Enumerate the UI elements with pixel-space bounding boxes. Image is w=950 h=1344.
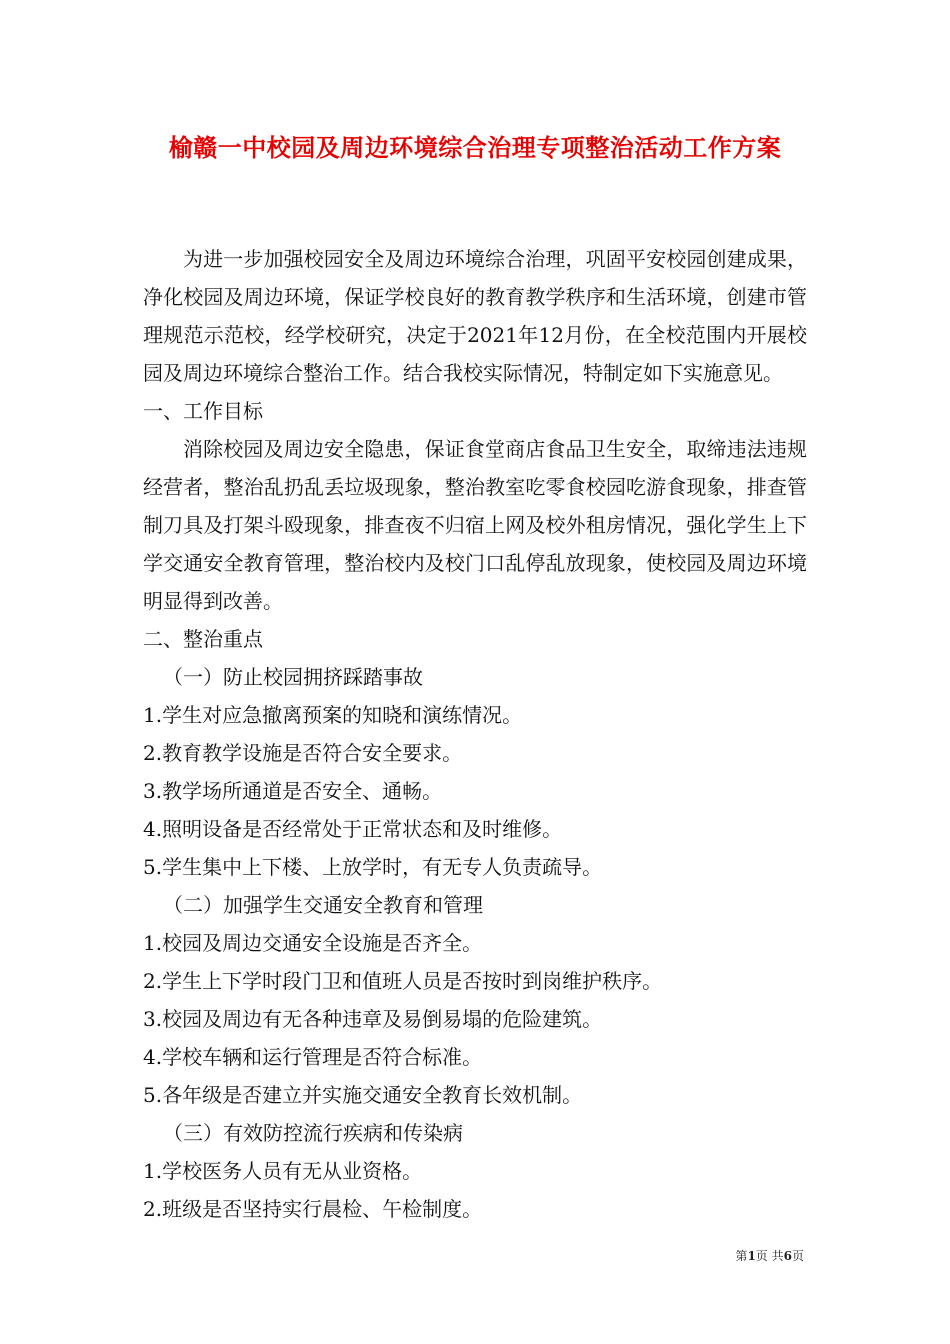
footer-page-number: 1 — [747, 1249, 756, 1263]
footer-prefix: 第 — [735, 1249, 748, 1263]
list-item: 1.学生对应急撤离预案的知晓和演练情况。 — [143, 703, 523, 727]
list-item: 5.学生集中上下楼、上放学时，有无专人负责疏导。 — [143, 855, 603, 879]
page-number-footer — [735, 1247, 804, 1265]
document-title: 榆赣一中校园及周边环境综合治理专项整治活动工作方案 — [168, 133, 782, 162]
list-item: 2.班级是否坚持实行晨检、午检制度。 — [143, 1197, 483, 1221]
document-body — [143, 240, 807, 1228]
subsection-heading-traffic: （二）加强学生交通安全教育和管理 — [163, 893, 483, 917]
section-heading-focus: 二、整治重点 — [143, 627, 263, 651]
footer-total-pages: 6 — [783, 1249, 792, 1263]
list-item: 2.教育教学设施是否符合安全要求。 — [143, 741, 463, 765]
list-item: 4.照明设备是否经常处于正常状态和及时维修。 — [143, 817, 563, 841]
goals-paragraph: 消除校园及周边安全隐患，保证食堂商店食品卫生安全，取缔违法违规经营者，整治乱扔乱丢垃圾现象，整治教室吃零食校园吃游食现象，排查管制刀具及打架斗殴现象，排查夜不归宿上网及校外租房情况，强化学生上下学交通安全教育管理，整治校内及校门口乱停乱放现象，使校园及周边环境明显得到改善。 — [143, 437, 807, 613]
footer-suffix: 页 — [791, 1249, 804, 1263]
subsection-heading-stampede: （一）防止校园拥挤踩踏事故 — [163, 665, 423, 689]
subsection-heading-disease: （三）有效防控流行疾病和传染病 — [163, 1121, 463, 1145]
list-item: 5.各年级是否建立并实施交通安全教育长效机制。 — [143, 1083, 583, 1107]
list-item: 1.校园及周边交通安全设施是否齐全。 — [143, 931, 483, 955]
list-item: 4.学校车辆和运行管理是否符合标准。 — [143, 1045, 483, 1069]
section-heading-goals: 一、工作目标 — [143, 399, 263, 423]
list-item: 3.教学场所通道是否安全、通畅。 — [143, 779, 443, 803]
list-item: 3.校园及周边有无各种违章及易倒易塌的危险建筑。 — [143, 1007, 603, 1031]
list-item: 2.学生上下学时段门卫和值班人员是否按时到岗维护秩序。 — [143, 969, 663, 993]
footer-middle: 页 共 — [755, 1249, 784, 1263]
intro-paragraph: 为进一步加强校园安全及周边环境综合治理，巩固平安校园创建成果，净化校园及周边环境，保证学校良好的教育教学秩序和生活环境，创建市管理规范示范校，经学校研究，决定于2021年12月份，在全校范围内开展校园及周边环境综合整治工作。结合我校实际情况，特制定如下实施意见。 — [143, 247, 807, 385]
list-item: 1.学校医务人员有无从业资格。 — [143, 1159, 423, 1183]
